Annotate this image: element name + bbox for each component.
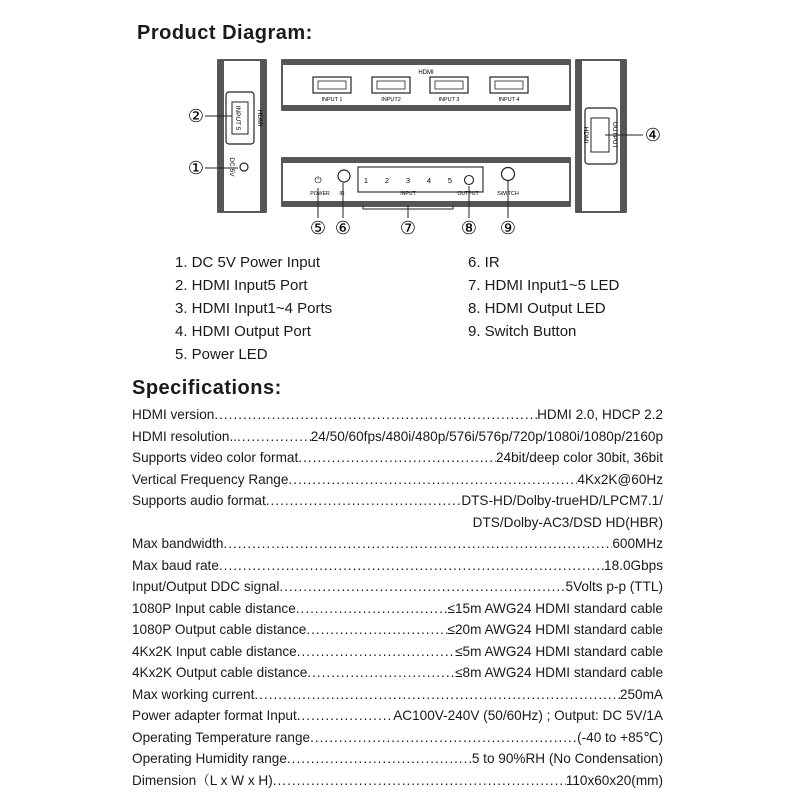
legend-item: 6. IR (468, 254, 500, 271)
back-panel-view (282, 158, 570, 206)
spec-row (132, 512, 667, 534)
spec-row (132, 555, 667, 577)
led-number-4: 4 (426, 176, 432, 185)
input5-side-label: INPUT 5 (234, 105, 241, 131)
spec-value: HDMI 2.0, HDCP 2.2 (537, 407, 663, 422)
led-number-2: 2 (384, 176, 390, 185)
spec-value: 24bit/deep color 30bit, 36bit (495, 450, 663, 465)
spec-value: (-40 to +85℃) (577, 729, 663, 745)
spec-value: AC100V-240V (50/60Hz) ; Output: DC 5V/1A (393, 708, 663, 723)
spec-leader-dots (223, 533, 612, 555)
spec-row (132, 426, 667, 448)
spec-label: Power adapter format Input (132, 708, 297, 723)
callout-1: ① (187, 158, 205, 178)
spec-label: Dimension（L x W x H) (132, 772, 273, 788)
callout-9: ⑨ (499, 218, 517, 238)
spec-label: Operating Humidity range (132, 751, 287, 766)
spec-row (132, 490, 667, 512)
spec-value: 24/50/60fps/480i/480p/576i/576p/720p/1080i/1080p/2160p (310, 428, 663, 444)
left-side-view (218, 60, 266, 212)
spec-label: HDMI version (132, 407, 215, 422)
spec-value: 5 to 90%RH (No Condensation) (471, 751, 663, 766)
spec-leader-dots (296, 598, 448, 620)
spec-label: Vertical Frequency Range (132, 471, 289, 487)
spec-leader-dots (297, 641, 455, 663)
spec-leader-dots (237, 426, 311, 448)
spec-value: 4Kx2K@60Hz (577, 471, 663, 487)
specifications-title: Specifications: (132, 377, 282, 399)
led-number-3: 3 (405, 176, 411, 185)
input-4-label: INPUT 4 (498, 97, 520, 103)
spec-leader-dots (273, 770, 566, 792)
power-icon: ⏻ (314, 175, 322, 185)
spec-value: 110x60x20(mm) (565, 772, 663, 788)
spec-row (132, 748, 667, 770)
spec-leader-dots (307, 662, 455, 684)
spec-leader-dots (214, 404, 537, 426)
spec-row (132, 619, 667, 641)
callout-2: ② (187, 106, 205, 126)
legend-item: 8. HDMI Output LED (468, 300, 606, 317)
callout-7: ⑦ (399, 218, 417, 238)
spec-label: Max working current (132, 686, 255, 702)
spec-leader-dots (297, 705, 394, 727)
callout-5: ⑤ (309, 218, 327, 238)
spec-value: 5Volts p-p (TTL) (565, 579, 663, 594)
spec-row (132, 684, 667, 706)
spec-value: DTS-HD/Dolby-trueHD/LPCM7.1/ (461, 493, 663, 508)
legend-item: 3. HDMI Input1~4 Ports (175, 300, 333, 317)
legend-item: 4. HDMI Output Port (175, 323, 311, 340)
input-3-label: INPUT 3 (438, 97, 460, 103)
spec-label: Input/Output DDC signal (132, 579, 280, 594)
led-number-5: 5 (447, 176, 453, 185)
spec-value: ≤20m AWG24 HDMI standard cable (447, 622, 663, 637)
panel-input-label: INPUT (400, 191, 416, 197)
switch-label: SWITCH (497, 191, 519, 197)
spec-value: DTS/Dolby-AC3/DSD HD(HBR) (472, 514, 663, 530)
spec-leader-dots (254, 684, 620, 706)
spec-leader-dots (310, 727, 577, 749)
legend-item: 5. Power LED (175, 346, 268, 363)
input-2-label: INPUT2 (381, 97, 401, 103)
spec-label: Supports audio format (132, 493, 266, 508)
panel-output-label: OUTPUT (457, 191, 479, 197)
spec-value: 250mA (619, 686, 663, 702)
spec-label: 1080P Input cable distance (132, 600, 296, 616)
spec-row (132, 641, 667, 663)
spec-label: Max bandwidth (132, 536, 224, 551)
spec-label: 4Kx2K Input cable distance (132, 643, 297, 659)
product-diagram (0, 0, 800, 250)
spec-leader-dots (279, 576, 565, 598)
spec-label: 4Kx2K Output cable distance (132, 665, 308, 680)
hdmi-side-label-left: HDMI (256, 109, 263, 127)
spec-leader-dots (288, 469, 577, 491)
spec-row (132, 533, 667, 555)
spec-value: ≤5m AWG24 HDMI standard cable (455, 643, 663, 659)
legend-item: 7. HDMI Input1~5 LED (468, 277, 620, 294)
spec-label: Operating Temperature range (132, 729, 311, 745)
spec-leader-dots (287, 748, 472, 770)
spec-label: HDMI resolution.. (132, 428, 238, 444)
spec-row (132, 705, 667, 727)
spec-row (132, 598, 667, 620)
spec-label: 1080P Output cable distance (132, 622, 307, 637)
callout-8: ⑧ (460, 218, 478, 238)
spec-leader-dots (219, 555, 604, 577)
spec-value: 600MHz (612, 536, 663, 551)
led-number-1: 1 (363, 176, 369, 185)
spec-row (132, 447, 667, 469)
input-1-label: INPUT 1 (321, 97, 343, 103)
spec-row (132, 727, 667, 749)
right-side-view (576, 60, 626, 212)
legend-item: 2. HDMI Input5 Port (175, 277, 308, 294)
ir-label: IR (339, 191, 345, 197)
spec-value: ≤8m AWG24 HDMI standard cable (455, 665, 663, 680)
specifications-list (132, 404, 667, 791)
callout-4: ④ (644, 125, 662, 145)
spec-leader-dots (298, 447, 496, 469)
spec-row (132, 404, 667, 426)
spec-leader-dots (306, 619, 447, 641)
dc5v-side-label: DC 5V (228, 157, 235, 177)
spec-label: Max baud rate (132, 557, 219, 573)
front-view (282, 60, 570, 110)
spec-value: ≤15m AWG24 HDMI standard cable (447, 600, 663, 616)
spec-row (132, 469, 667, 491)
callout-6: ⑥ (334, 218, 352, 238)
front-hdmi-label: HDMI (418, 70, 434, 76)
spec-row (132, 662, 667, 684)
spec-row (132, 770, 667, 792)
spec-label: Supports video color format (132, 450, 299, 465)
legend-item: 9. Switch Button (468, 323, 577, 340)
spec-leader-dots (266, 490, 462, 512)
legend-item: 1. DC 5V Power Input (175, 254, 321, 271)
spec-value: 18.0Gbps (604, 557, 663, 573)
spec-row (132, 576, 667, 598)
hdmi-side-label-right: HDMI (582, 126, 589, 144)
power-label: POWER (310, 191, 330, 197)
product-diagram-title: Product Diagram: (137, 22, 313, 44)
output-side-label: OUTPUT (611, 121, 618, 149)
